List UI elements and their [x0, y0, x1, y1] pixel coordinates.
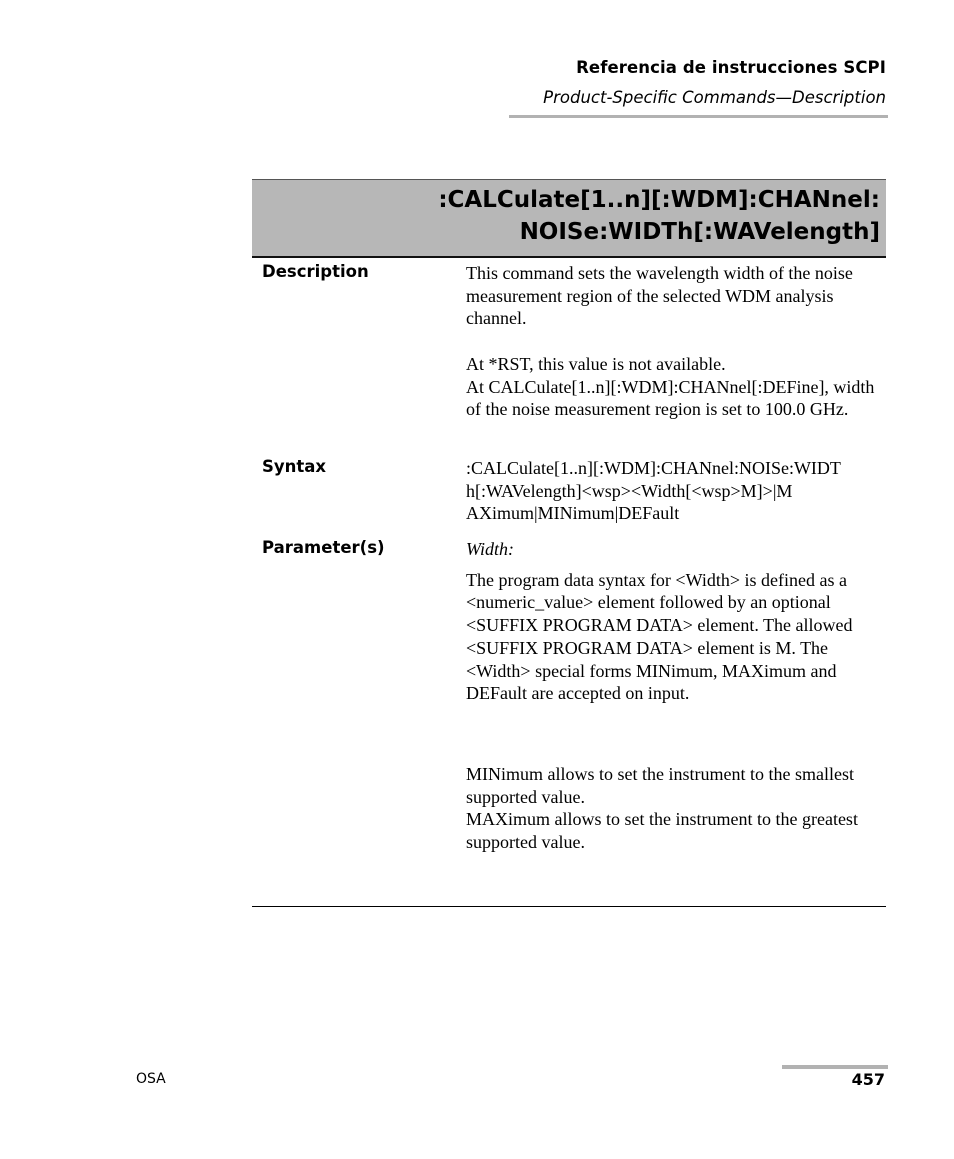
page-number: 457 [851, 1070, 885, 1089]
syntax-line: h[:WAVelength]<wsp><Width[<wsp>M]>|M [466, 480, 793, 501]
running-header-subtitle: Product-Specific Commands—Description [543, 88, 886, 107]
command-title-box [252, 179, 886, 258]
parameters-label: Parameter(s) [262, 538, 385, 557]
command-title [438, 184, 880, 248]
parameter-name: Width: [466, 539, 514, 559]
description-paragraph: This command sets the wavelength width of the noise measurement region of the selected WDM analysis channel. [466, 263, 853, 329]
header-divider [509, 115, 888, 118]
description-body [466, 262, 886, 421]
description-define-note: At CALCulate[1..n][:WDM]:CHANnel[:DEFine], width of the noise measurement region is set to 100.0 GHz. [466, 376, 875, 420]
parameters-body [466, 538, 886, 854]
syntax-label: Syntax [262, 457, 327, 476]
command-title-line2: NOISe:WIDTh[:WAVelength] [519, 219, 880, 245]
parameter-maximum-note: MAXimum allows to set the instrument to the greatest supported value. [466, 809, 858, 853]
description-rst-note: At *RST, this value is not available. [466, 353, 726, 374]
syntax-line: AXimum|MINimum|DEFault [466, 503, 680, 524]
table-bottom-divider [252, 906, 886, 907]
description-label: Description [262, 262, 369, 281]
syntax-line: :CALCulate[1..n][:WDM]:CHANnel:NOISe:WIDT [466, 458, 841, 478]
command-title-line1: :CALCulate[1..n][:WDM]:CHANnel: [438, 187, 880, 213]
footer-product: OSA [136, 1071, 166, 1087]
parameter-minimum-note: MINimum allows to set the instrument to the smallest supported value. [466, 763, 854, 807]
syntax-body [466, 457, 886, 525]
parameter-description: The program data syntax for <Width> is defined as a <numeric_value> element followed by an optional <SUFFIX PROGRAM DATA> element. The allowed <SUFFIX PROGRAM DATA> element is M. The <Width> special forms MINimum, MAXimum and DEFault are accepted on input. [466, 569, 853, 704]
running-header-title: Referencia de instrucciones SCPI [576, 58, 886, 77]
footer-divider [782, 1065, 888, 1069]
